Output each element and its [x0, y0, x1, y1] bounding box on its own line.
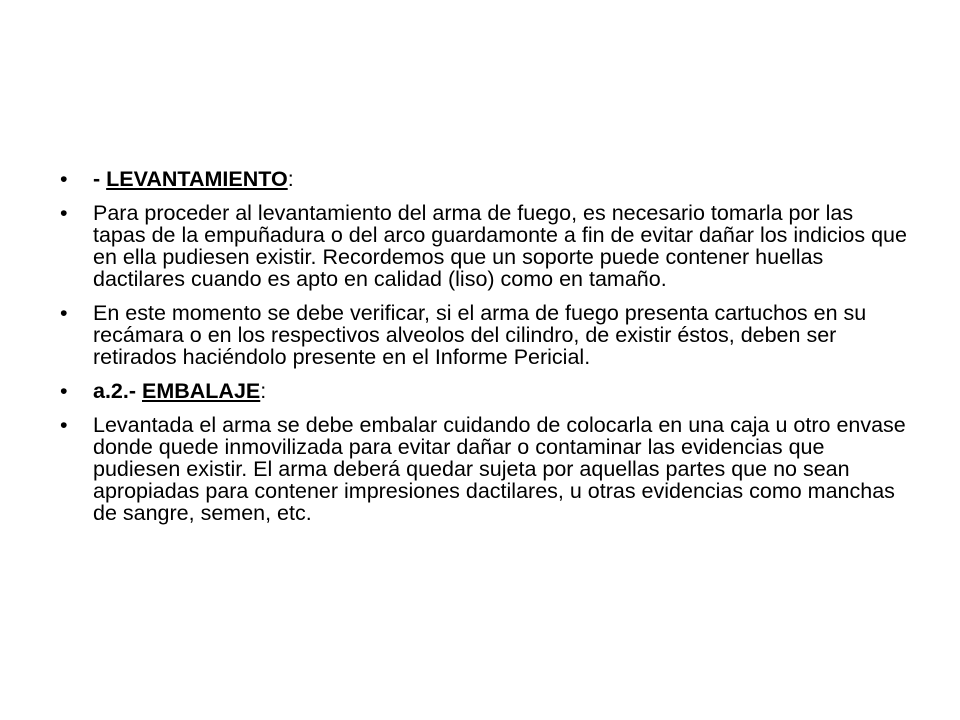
- paragraph-text: Para proceder al levantamiento del arma de fuego, es necesario tomarla por las tapas de la empuñadura o del arco guardamonte a fin de evitar dañar los indicios que en ella pudiesen existir. Recordemos que un soporte puede contener huellas dactilares cuando es apto en calidad (liso) como en tamaño.: [93, 201, 907, 291]
- heading-colon: :: [260, 379, 267, 403]
- bullet-paragraph-embalaje: [60, 414, 910, 524]
- heading-colon: :: [287, 167, 294, 191]
- bullet-heading-levantamiento: [60, 168, 910, 190]
- bullet-paragraph-levantamiento: [60, 202, 910, 290]
- bullet-marker: •: [60, 301, 68, 325]
- paragraph-text: En este momento se debe verificar, si el arma de fuego presenta cartuchos en su recámara o en los respectivos alveolos del cilindro, de existir éstos, deben ser retirados haciéndolo presente en el Informe Pericial.: [93, 301, 867, 369]
- bullet-marker: •: [60, 201, 68, 225]
- bullet-marker: •: [60, 413, 68, 437]
- heading-prefix: a.2.-: [93, 379, 142, 403]
- paragraph-text: Levantada el arma se debe embalar cuidando de colocarla en una caja u otro envase donde quede inmovilizada para evitar dañar o contaminar las evidencias que pudiesen existir. El arma deberá quedar sujeta por aquellas partes que no sean apropiadas para contener impresiones dactilares, u otras evidencias como manchas de sangre, semen, etc.: [93, 413, 906, 525]
- bullet-heading-embalaje: [60, 380, 910, 402]
- heading-prefix: -: [93, 167, 107, 191]
- heading-embalaje: EMBALAJE: [142, 379, 261, 403]
- heading-levantamiento: LEVANTAMIENTO: [106, 167, 288, 191]
- bullet-list: [60, 168, 910, 536]
- bullet-marker: •: [60, 167, 68, 191]
- bullet-marker: •: [60, 379, 68, 403]
- bullet-paragraph-verificar: [60, 302, 910, 368]
